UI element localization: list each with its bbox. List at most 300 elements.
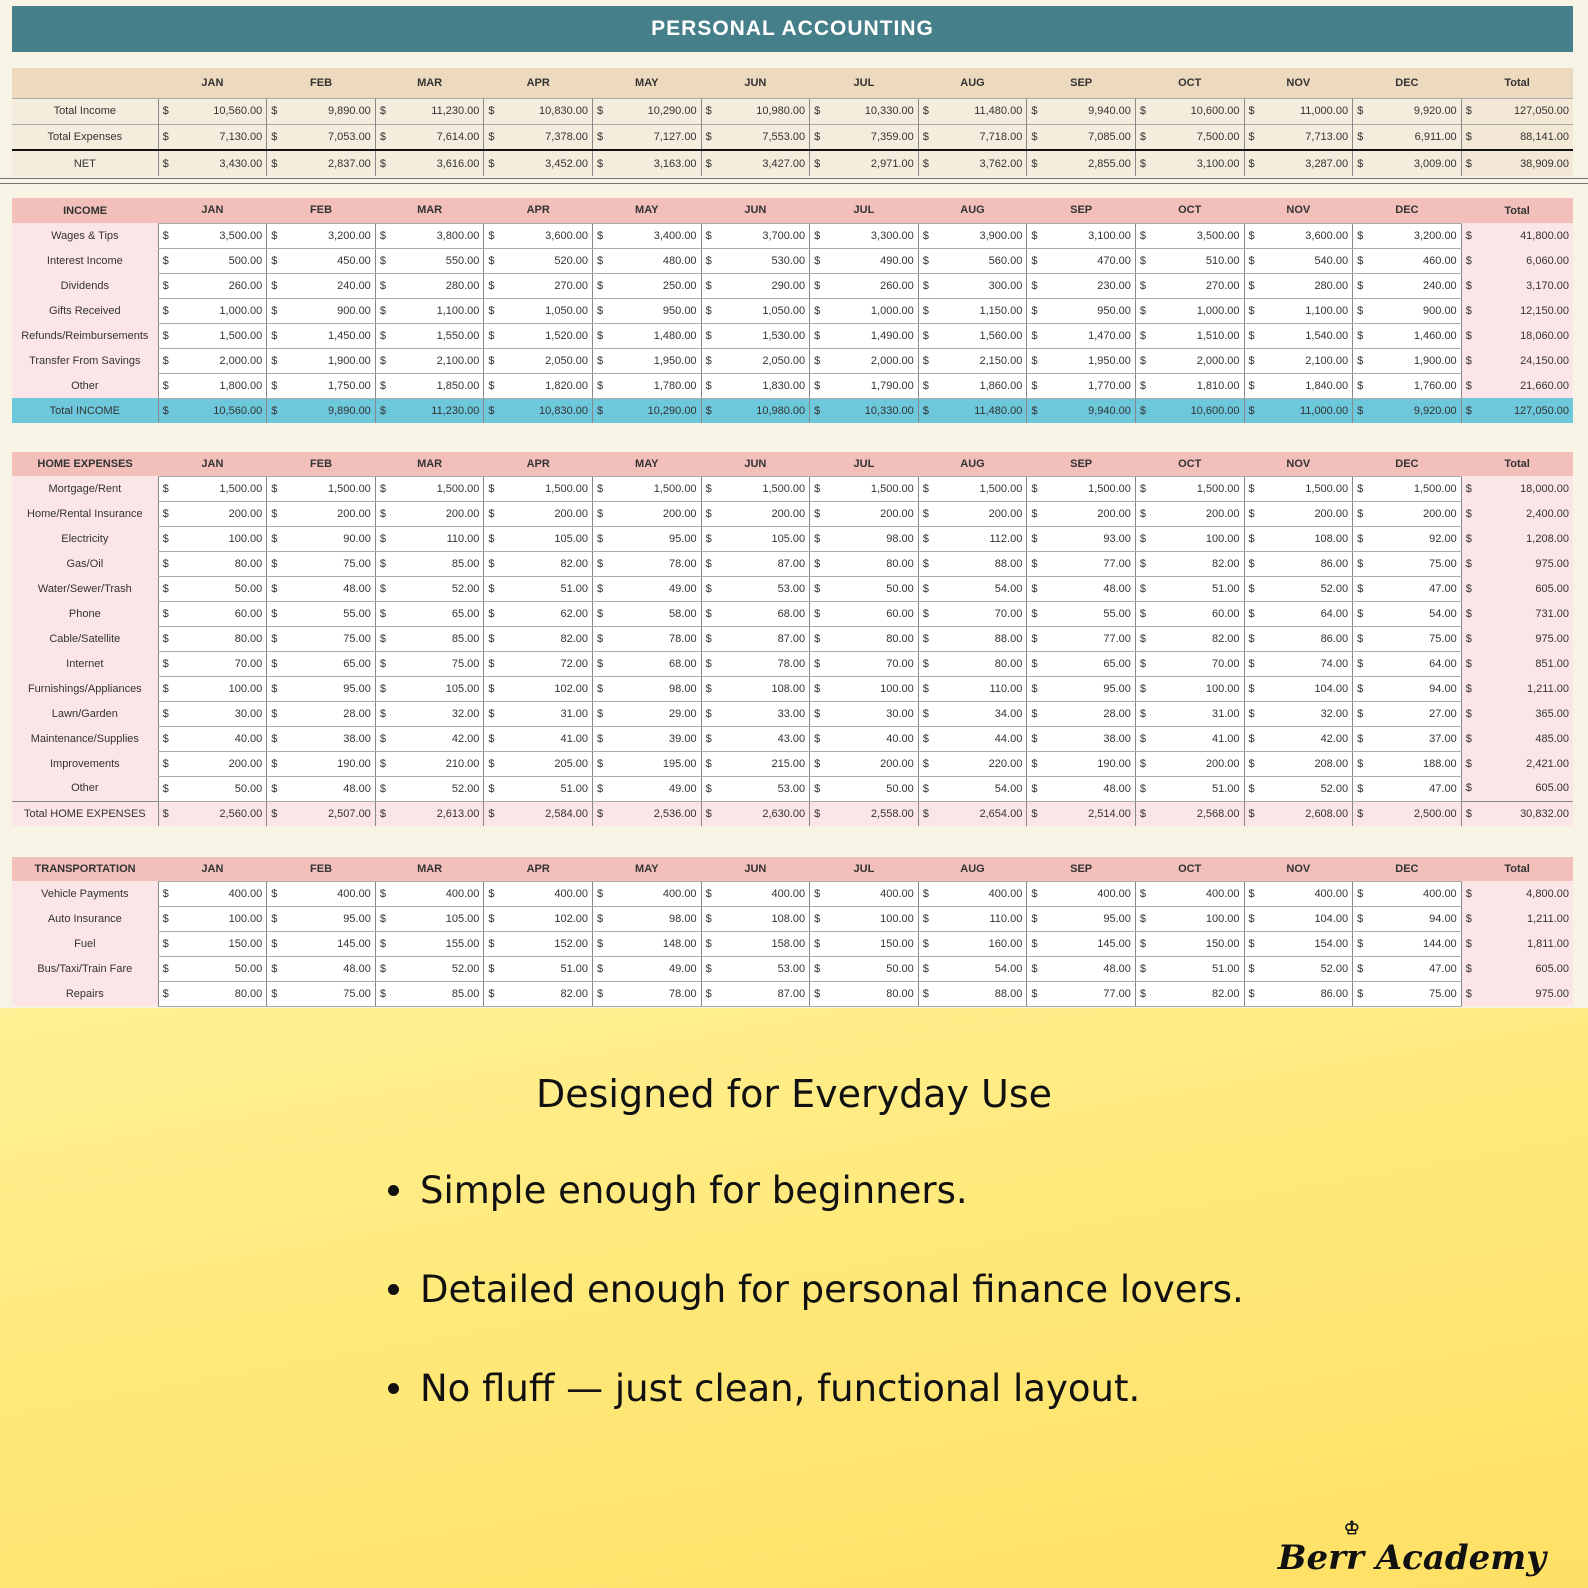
amount-cell[interactable]: 40.00 bbox=[176, 726, 266, 751]
amount-cell[interactable]: 68.00 bbox=[611, 651, 701, 676]
amount-cell[interactable]: 200.00 bbox=[1371, 501, 1461, 526]
amount-cell[interactable]: 50.00 bbox=[176, 956, 266, 981]
amount-cell[interactable]: 75.00 bbox=[285, 981, 375, 1006]
amount-cell[interactable]: 53.00 bbox=[719, 576, 809, 601]
amount-cell[interactable]: 290.00 bbox=[719, 273, 809, 298]
amount-cell[interactable]: 50.00 bbox=[176, 576, 266, 601]
amount-cell[interactable]: 49.00 bbox=[611, 776, 701, 801]
amount-cell[interactable]: 7,718.00 bbox=[937, 124, 1027, 150]
amount-cell[interactable]: 3,100.00 bbox=[1154, 150, 1244, 176]
amount-cell[interactable]: 1,900.00 bbox=[285, 348, 375, 373]
amount-cell[interactable]: 2,855.00 bbox=[1045, 150, 1135, 176]
amount-cell[interactable]: 190.00 bbox=[1045, 751, 1135, 776]
amount-cell[interactable]: 1,450.00 bbox=[285, 323, 375, 348]
amount-cell[interactable]: 1,850.00 bbox=[394, 373, 484, 398]
amount-cell[interactable]: 95.00 bbox=[1045, 676, 1135, 701]
amount-cell[interactable]: 10,330.00 bbox=[828, 398, 918, 423]
amount-cell[interactable]: 1,460.00 bbox=[1371, 323, 1461, 348]
amount-cell[interactable]: 94.00 bbox=[1371, 906, 1461, 931]
amount-cell[interactable]: 900.00 bbox=[1371, 298, 1461, 323]
amount-cell[interactable]: 2,608.00 bbox=[1262, 801, 1352, 826]
amount-cell[interactable]: 2,500.00 bbox=[1371, 801, 1461, 826]
amount-cell[interactable]: 1,500.00 bbox=[285, 476, 375, 501]
amount-cell[interactable]: 87.00 bbox=[719, 626, 809, 651]
amount-cell[interactable]: 7,500.00 bbox=[1154, 124, 1244, 150]
amount-cell[interactable]: 400.00 bbox=[176, 881, 266, 906]
amount-cell[interactable]: 2,630.00 bbox=[719, 801, 809, 826]
amount-cell[interactable]: 2,100.00 bbox=[394, 348, 484, 373]
amount-cell[interactable]: 160.00 bbox=[937, 931, 1027, 956]
amount-cell[interactable]: 530.00 bbox=[719, 248, 809, 273]
amount-cell[interactable]: 2,050.00 bbox=[502, 348, 592, 373]
amount-cell[interactable]: 62.00 bbox=[502, 601, 592, 626]
amount-cell[interactable]: 38.00 bbox=[285, 726, 375, 751]
amount-cell[interactable]: 280.00 bbox=[1262, 273, 1352, 298]
amount-cell[interactable]: 220.00 bbox=[937, 751, 1027, 776]
amount-cell[interactable]: 80.00 bbox=[937, 651, 1027, 676]
amount-cell[interactable]: 49.00 bbox=[611, 956, 701, 981]
amount-cell[interactable]: 2,971.00 bbox=[828, 150, 918, 176]
amount-cell[interactable]: 90.00 bbox=[285, 526, 375, 551]
amount-cell[interactable]: 480.00 bbox=[611, 248, 701, 273]
amount-cell[interactable]: 30.00 bbox=[176, 701, 266, 726]
amount-cell[interactable]: 1,000.00 bbox=[1154, 298, 1244, 323]
amount-cell[interactable]: 82.00 bbox=[502, 551, 592, 576]
amount-cell[interactable]: 200.00 bbox=[719, 501, 809, 526]
amount-cell[interactable]: 1,100.00 bbox=[1262, 298, 1352, 323]
amount-cell[interactable]: 32.00 bbox=[394, 701, 484, 726]
amount-cell[interactable]: 53.00 bbox=[719, 776, 809, 801]
amount-cell[interactable]: 2,100.00 bbox=[1262, 348, 1352, 373]
amount-cell[interactable]: 93.00 bbox=[1045, 526, 1135, 551]
amount-cell[interactable]: 86.00 bbox=[1262, 551, 1352, 576]
amount-cell[interactable]: 7,553.00 bbox=[719, 124, 809, 150]
amount-cell[interactable]: 78.00 bbox=[719, 651, 809, 676]
amount-cell[interactable]: 1,750.00 bbox=[285, 373, 375, 398]
amount-cell[interactable]: 85.00 bbox=[394, 551, 484, 576]
amount-cell[interactable]: 95.00 bbox=[611, 526, 701, 551]
amount-cell[interactable]: 60.00 bbox=[176, 601, 266, 626]
amount-cell[interactable]: 200.00 bbox=[828, 501, 918, 526]
amount-cell[interactable]: 200.00 bbox=[176, 501, 266, 526]
amount-cell[interactable]: 9,890.00 bbox=[285, 398, 375, 423]
amount-cell[interactable]: 270.00 bbox=[1154, 273, 1244, 298]
amount-cell[interactable]: 11,230.00 bbox=[394, 98, 484, 124]
amount-cell[interactable]: 105.00 bbox=[502, 526, 592, 551]
amount-cell[interactable]: 51.00 bbox=[1154, 956, 1244, 981]
amount-cell[interactable]: 1,860.00 bbox=[937, 373, 1027, 398]
amount-cell[interactable]: 3,430.00 bbox=[176, 150, 266, 176]
amount-cell[interactable]: 950.00 bbox=[1045, 298, 1135, 323]
amount-cell[interactable]: 11,480.00 bbox=[937, 98, 1027, 124]
amount-cell[interactable]: 70.00 bbox=[828, 651, 918, 676]
amount-cell[interactable]: 1,500.00 bbox=[719, 476, 809, 501]
amount-cell[interactable]: 1,500.00 bbox=[176, 476, 266, 501]
amount-cell[interactable]: 47.00 bbox=[1371, 776, 1461, 801]
amount-cell[interactable]: 41.00 bbox=[502, 726, 592, 751]
amount-cell[interactable]: 3,500.00 bbox=[1154, 223, 1244, 248]
amount-cell[interactable]: 1,480.00 bbox=[611, 323, 701, 348]
amount-cell[interactable]: 7,085.00 bbox=[1045, 124, 1135, 150]
amount-cell[interactable]: 500.00 bbox=[176, 248, 266, 273]
amount-cell[interactable]: 48.00 bbox=[285, 956, 375, 981]
amount-cell[interactable]: 1,100.00 bbox=[394, 298, 484, 323]
amount-cell[interactable]: 2,536.00 bbox=[611, 801, 701, 826]
amount-cell[interactable]: 2,050.00 bbox=[719, 348, 809, 373]
amount-cell[interactable]: 48.00 bbox=[285, 576, 375, 601]
amount-cell[interactable]: 52.00 bbox=[1262, 576, 1352, 601]
amount-cell[interactable]: 87.00 bbox=[719, 981, 809, 1006]
amount-cell[interactable]: 1,900.00 bbox=[1371, 348, 1461, 373]
amount-cell[interactable]: 52.00 bbox=[394, 576, 484, 601]
amount-cell[interactable]: 1,830.00 bbox=[719, 373, 809, 398]
amount-cell[interactable]: 1,520.00 bbox=[502, 323, 592, 348]
amount-cell[interactable]: 1,500.00 bbox=[502, 476, 592, 501]
amount-cell[interactable]: 1,500.00 bbox=[1371, 476, 1461, 501]
amount-cell[interactable]: 53.00 bbox=[719, 956, 809, 981]
amount-cell[interactable]: 48.00 bbox=[1045, 576, 1135, 601]
amount-cell[interactable]: 200.00 bbox=[937, 501, 1027, 526]
amount-cell[interactable]: 51.00 bbox=[502, 776, 592, 801]
amount-cell[interactable]: 100.00 bbox=[1154, 526, 1244, 551]
amount-cell[interactable]: 65.00 bbox=[394, 601, 484, 626]
amount-cell[interactable]: 105.00 bbox=[394, 676, 484, 701]
amount-cell[interactable]: 400.00 bbox=[611, 881, 701, 906]
amount-cell[interactable]: 10,330.00 bbox=[828, 98, 918, 124]
amount-cell[interactable]: 1,490.00 bbox=[828, 323, 918, 348]
amount-cell[interactable]: 3,163.00 bbox=[611, 150, 701, 176]
amount-cell[interactable]: 7,713.00 bbox=[1262, 124, 1352, 150]
amount-cell[interactable]: 3,600.00 bbox=[502, 223, 592, 248]
amount-cell[interactable]: 51.00 bbox=[1154, 776, 1244, 801]
amount-cell[interactable]: 260.00 bbox=[176, 273, 266, 298]
amount-cell[interactable]: 1,550.00 bbox=[394, 323, 484, 348]
amount-cell[interactable]: 3,287.00 bbox=[1262, 150, 1352, 176]
amount-cell[interactable]: 50.00 bbox=[828, 776, 918, 801]
amount-cell[interactable]: 400.00 bbox=[1262, 881, 1352, 906]
amount-cell[interactable]: 70.00 bbox=[1154, 651, 1244, 676]
amount-cell[interactable]: 1,000.00 bbox=[176, 298, 266, 323]
amount-cell[interactable]: 78.00 bbox=[611, 551, 701, 576]
amount-cell[interactable]: 200.00 bbox=[394, 501, 484, 526]
amount-cell[interactable]: 100.00 bbox=[176, 906, 266, 931]
amount-cell[interactable]: 2,150.00 bbox=[937, 348, 1027, 373]
amount-cell[interactable]: 3,300.00 bbox=[828, 223, 918, 248]
amount-cell[interactable]: 250.00 bbox=[611, 273, 701, 298]
amount-cell[interactable]: 80.00 bbox=[828, 981, 918, 1006]
amount-cell[interactable]: 65.00 bbox=[1045, 651, 1135, 676]
amount-cell[interactable]: 94.00 bbox=[1371, 676, 1461, 701]
amount-cell[interactable]: 400.00 bbox=[394, 881, 484, 906]
amount-cell[interactable]: 95.00 bbox=[1045, 906, 1135, 931]
amount-cell[interactable]: 1,150.00 bbox=[937, 298, 1027, 323]
amount-cell[interactable]: 7,614.00 bbox=[394, 124, 484, 150]
amount-cell[interactable]: 75.00 bbox=[1371, 551, 1461, 576]
amount-cell[interactable]: 10,600.00 bbox=[1154, 398, 1244, 423]
amount-cell[interactable]: 88.00 bbox=[937, 981, 1027, 1006]
amount-cell[interactable]: 9,940.00 bbox=[1045, 398, 1135, 423]
amount-cell[interactable]: 51.00 bbox=[502, 576, 592, 601]
amount-cell[interactable]: 490.00 bbox=[828, 248, 918, 273]
amount-cell[interactable]: 240.00 bbox=[285, 273, 375, 298]
amount-cell[interactable]: 80.00 bbox=[176, 981, 266, 1006]
amount-cell[interactable]: 68.00 bbox=[719, 601, 809, 626]
amount-cell[interactable]: 1,500.00 bbox=[937, 476, 1027, 501]
amount-cell[interactable]: 54.00 bbox=[1371, 601, 1461, 626]
amount-cell[interactable]: 3,500.00 bbox=[176, 223, 266, 248]
amount-cell[interactable]: 400.00 bbox=[285, 881, 375, 906]
amount-cell[interactable]: 7,127.00 bbox=[611, 124, 701, 150]
amount-cell[interactable]: 100.00 bbox=[176, 676, 266, 701]
amount-cell[interactable]: 100.00 bbox=[1154, 906, 1244, 931]
amount-cell[interactable]: 11,000.00 bbox=[1262, 398, 1352, 423]
amount-cell[interactable]: 95.00 bbox=[285, 906, 375, 931]
amount-cell[interactable]: 75.00 bbox=[1371, 981, 1461, 1006]
amount-cell[interactable]: 47.00 bbox=[1371, 576, 1461, 601]
amount-cell[interactable]: 240.00 bbox=[1371, 273, 1461, 298]
amount-cell[interactable]: 10,560.00 bbox=[176, 398, 266, 423]
amount-cell[interactable]: 400.00 bbox=[1154, 881, 1244, 906]
amount-cell[interactable]: 78.00 bbox=[611, 981, 701, 1006]
amount-cell[interactable]: 400.00 bbox=[719, 881, 809, 906]
amount-cell[interactable]: 34.00 bbox=[937, 701, 1027, 726]
amount-cell[interactable]: 9,940.00 bbox=[1045, 98, 1135, 124]
amount-cell[interactable]: 48.00 bbox=[1045, 956, 1135, 981]
amount-cell[interactable]: 82.00 bbox=[1154, 626, 1244, 651]
amount-cell[interactable]: 42.00 bbox=[394, 726, 484, 751]
amount-cell[interactable]: 1,820.00 bbox=[502, 373, 592, 398]
amount-cell[interactable]: 10,830.00 bbox=[502, 398, 592, 423]
amount-cell[interactable]: 28.00 bbox=[1045, 701, 1135, 726]
amount-cell[interactable]: 33.00 bbox=[719, 701, 809, 726]
amount-cell[interactable]: 37.00 bbox=[1371, 726, 1461, 751]
amount-cell[interactable]: 470.00 bbox=[1045, 248, 1135, 273]
amount-cell[interactable]: 520.00 bbox=[502, 248, 592, 273]
amount-cell[interactable]: 6,911.00 bbox=[1371, 124, 1461, 150]
amount-cell[interactable]: 60.00 bbox=[1154, 601, 1244, 626]
amount-cell[interactable]: 900.00 bbox=[285, 298, 375, 323]
amount-cell[interactable]: 1,810.00 bbox=[1154, 373, 1244, 398]
amount-cell[interactable]: 260.00 bbox=[828, 273, 918, 298]
amount-cell[interactable]: 200.00 bbox=[502, 501, 592, 526]
amount-cell[interactable]: 150.00 bbox=[176, 931, 266, 956]
amount-cell[interactable]: 88.00 bbox=[937, 551, 1027, 576]
amount-cell[interactable]: 460.00 bbox=[1371, 248, 1461, 273]
amount-cell[interactable]: 145.00 bbox=[285, 931, 375, 956]
amount-cell[interactable]: 98.00 bbox=[611, 906, 701, 931]
amount-cell[interactable]: 9,920.00 bbox=[1371, 398, 1461, 423]
amount-cell[interactable]: 510.00 bbox=[1154, 248, 1244, 273]
amount-cell[interactable]: 3,616.00 bbox=[394, 150, 484, 176]
amount-cell[interactable]: 82.00 bbox=[1154, 981, 1244, 1006]
amount-cell[interactable]: 200.00 bbox=[176, 751, 266, 776]
amount-cell[interactable]: 108.00 bbox=[719, 906, 809, 931]
amount-cell[interactable]: 54.00 bbox=[937, 776, 1027, 801]
amount-cell[interactable]: 200.00 bbox=[285, 501, 375, 526]
amount-cell[interactable]: 100.00 bbox=[828, 906, 918, 931]
amount-cell[interactable]: 98.00 bbox=[611, 676, 701, 701]
amount-cell[interactable]: 7,053.00 bbox=[285, 124, 375, 150]
amount-cell[interactable]: 55.00 bbox=[285, 601, 375, 626]
amount-cell[interactable]: 2,000.00 bbox=[1154, 348, 1244, 373]
amount-cell[interactable]: 82.00 bbox=[1154, 551, 1244, 576]
amount-cell[interactable]: 1,950.00 bbox=[1045, 348, 1135, 373]
amount-cell[interactable]: 54.00 bbox=[937, 576, 1027, 601]
amount-cell[interactable]: 100.00 bbox=[176, 526, 266, 551]
amount-cell[interactable]: 42.00 bbox=[1262, 726, 1352, 751]
amount-cell[interactable]: 3,762.00 bbox=[937, 150, 1027, 176]
amount-cell[interactable]: 1,790.00 bbox=[828, 373, 918, 398]
amount-cell[interactable]: 72.00 bbox=[502, 651, 592, 676]
amount-cell[interactable]: 65.00 bbox=[285, 651, 375, 676]
amount-cell[interactable]: 215.00 bbox=[719, 751, 809, 776]
amount-cell[interactable]: 450.00 bbox=[285, 248, 375, 273]
amount-cell[interactable]: 2,584.00 bbox=[502, 801, 592, 826]
amount-cell[interactable]: 39.00 bbox=[611, 726, 701, 751]
amount-cell[interactable]: 44.00 bbox=[937, 726, 1027, 751]
amount-cell[interactable]: 50.00 bbox=[828, 956, 918, 981]
amount-cell[interactable]: 1,500.00 bbox=[1262, 476, 1352, 501]
amount-cell[interactable]: 3,400.00 bbox=[611, 223, 701, 248]
amount-cell[interactable]: 7,359.00 bbox=[828, 124, 918, 150]
amount-cell[interactable]: 102.00 bbox=[502, 906, 592, 931]
amount-cell[interactable]: 80.00 bbox=[828, 551, 918, 576]
amount-cell[interactable]: 188.00 bbox=[1371, 751, 1461, 776]
amount-cell[interactable]: 85.00 bbox=[394, 626, 484, 651]
amount-cell[interactable]: 11,230.00 bbox=[394, 398, 484, 423]
amount-cell[interactable]: 1,500.00 bbox=[394, 476, 484, 501]
amount-cell[interactable]: 48.00 bbox=[285, 776, 375, 801]
amount-cell[interactable]: 60.00 bbox=[828, 601, 918, 626]
amount-cell[interactable]: 540.00 bbox=[1262, 248, 1352, 273]
amount-cell[interactable]: 80.00 bbox=[176, 551, 266, 576]
amount-cell[interactable]: 85.00 bbox=[394, 981, 484, 1006]
amount-cell[interactable]: 82.00 bbox=[502, 981, 592, 1006]
amount-cell[interactable]: 9,920.00 bbox=[1371, 98, 1461, 124]
amount-cell[interactable]: 80.00 bbox=[828, 626, 918, 651]
amount-cell[interactable]: 110.00 bbox=[937, 676, 1027, 701]
amount-cell[interactable]: 50.00 bbox=[176, 776, 266, 801]
amount-cell[interactable]: 108.00 bbox=[719, 676, 809, 701]
amount-cell[interactable]: 75.00 bbox=[1371, 626, 1461, 651]
amount-cell[interactable]: 7,130.00 bbox=[176, 124, 266, 150]
amount-cell[interactable]: 1,500.00 bbox=[176, 323, 266, 348]
amount-cell[interactable]: 400.00 bbox=[1045, 881, 1135, 906]
amount-cell[interactable]: 210.00 bbox=[394, 751, 484, 776]
amount-cell[interactable]: 3,200.00 bbox=[285, 223, 375, 248]
amount-cell[interactable]: 47.00 bbox=[1371, 956, 1461, 981]
amount-cell[interactable]: 2,560.00 bbox=[176, 801, 266, 826]
amount-cell[interactable]: 77.00 bbox=[1045, 551, 1135, 576]
amount-cell[interactable]: 86.00 bbox=[1262, 626, 1352, 651]
amount-cell[interactable]: 105.00 bbox=[719, 526, 809, 551]
amount-cell[interactable]: 98.00 bbox=[828, 526, 918, 551]
amount-cell[interactable]: 29.00 bbox=[611, 701, 701, 726]
amount-cell[interactable]: 1,050.00 bbox=[502, 298, 592, 323]
amount-cell[interactable]: 3,600.00 bbox=[1262, 223, 1352, 248]
amount-cell[interactable]: 400.00 bbox=[828, 881, 918, 906]
amount-cell[interactable]: 10,600.00 bbox=[1154, 98, 1244, 124]
amount-cell[interactable]: 75.00 bbox=[285, 626, 375, 651]
amount-cell[interactable]: 10,290.00 bbox=[611, 398, 701, 423]
amount-cell[interactable]: 1,540.00 bbox=[1262, 323, 1352, 348]
amount-cell[interactable]: 110.00 bbox=[394, 526, 484, 551]
amount-cell[interactable]: 3,900.00 bbox=[937, 223, 1027, 248]
amount-cell[interactable]: 550.00 bbox=[394, 248, 484, 273]
amount-cell[interactable]: 11,480.00 bbox=[937, 398, 1027, 423]
amount-cell[interactable]: 200.00 bbox=[1262, 501, 1352, 526]
amount-cell[interactable]: 2,613.00 bbox=[394, 801, 484, 826]
amount-cell[interactable]: 78.00 bbox=[611, 626, 701, 651]
amount-cell[interactable]: 51.00 bbox=[502, 956, 592, 981]
amount-cell[interactable]: 154.00 bbox=[1262, 931, 1352, 956]
amount-cell[interactable]: 3,200.00 bbox=[1371, 223, 1461, 248]
amount-cell[interactable]: 150.00 bbox=[828, 931, 918, 956]
amount-cell[interactable]: 3,700.00 bbox=[719, 223, 809, 248]
amount-cell[interactable]: 41.00 bbox=[1154, 726, 1244, 751]
amount-cell[interactable]: 1,560.00 bbox=[937, 323, 1027, 348]
amount-cell[interactable]: 200.00 bbox=[1045, 501, 1135, 526]
amount-cell[interactable]: 2,000.00 bbox=[176, 348, 266, 373]
amount-cell[interactable]: 230.00 bbox=[1045, 273, 1135, 298]
amount-cell[interactable]: 200.00 bbox=[1154, 751, 1244, 776]
amount-cell[interactable]: 200.00 bbox=[1154, 501, 1244, 526]
amount-cell[interactable]: 200.00 bbox=[828, 751, 918, 776]
amount-cell[interactable]: 43.00 bbox=[719, 726, 809, 751]
amount-cell[interactable]: 95.00 bbox=[285, 676, 375, 701]
amount-cell[interactable]: 64.00 bbox=[1262, 601, 1352, 626]
amount-cell[interactable]: 52.00 bbox=[394, 956, 484, 981]
amount-cell[interactable]: 10,980.00 bbox=[719, 98, 809, 124]
amount-cell[interactable]: 1,500.00 bbox=[611, 476, 701, 501]
amount-cell[interactable]: 102.00 bbox=[502, 676, 592, 701]
amount-cell[interactable]: 92.00 bbox=[1371, 526, 1461, 551]
amount-cell[interactable]: 75.00 bbox=[285, 551, 375, 576]
amount-cell[interactable]: 52.00 bbox=[1262, 776, 1352, 801]
amount-cell[interactable]: 104.00 bbox=[1262, 906, 1352, 931]
amount-cell[interactable]: 74.00 bbox=[1262, 651, 1352, 676]
amount-cell[interactable]: 104.00 bbox=[1262, 676, 1352, 701]
amount-cell[interactable]: 2,654.00 bbox=[937, 801, 1027, 826]
amount-cell[interactable]: 30.00 bbox=[828, 701, 918, 726]
amount-cell[interactable]: 950.00 bbox=[611, 298, 701, 323]
amount-cell[interactable]: 208.00 bbox=[1262, 751, 1352, 776]
amount-cell[interactable]: 400.00 bbox=[502, 881, 592, 906]
amount-cell[interactable]: 9,890.00 bbox=[285, 98, 375, 124]
amount-cell[interactable]: 2,514.00 bbox=[1045, 801, 1135, 826]
amount-cell[interactable]: 108.00 bbox=[1262, 526, 1352, 551]
amount-cell[interactable]: 2,837.00 bbox=[285, 150, 375, 176]
amount-cell[interactable]: 10,560.00 bbox=[176, 98, 266, 124]
amount-cell[interactable]: 150.00 bbox=[1154, 931, 1244, 956]
amount-cell[interactable]: 2,000.00 bbox=[828, 348, 918, 373]
amount-cell[interactable]: 1,760.00 bbox=[1371, 373, 1461, 398]
amount-cell[interactable]: 190.00 bbox=[285, 751, 375, 776]
amount-cell[interactable]: 77.00 bbox=[1045, 626, 1135, 651]
amount-cell[interactable]: 31.00 bbox=[1154, 701, 1244, 726]
amount-cell[interactable]: 10,290.00 bbox=[611, 98, 701, 124]
amount-cell[interactable]: 10,830.00 bbox=[502, 98, 592, 124]
amount-cell[interactable]: 1,500.00 bbox=[1154, 476, 1244, 501]
amount-cell[interactable]: 50.00 bbox=[828, 576, 918, 601]
amount-cell[interactable]: 1,950.00 bbox=[611, 348, 701, 373]
amount-cell[interactable]: 155.00 bbox=[394, 931, 484, 956]
amount-cell[interactable]: 3,800.00 bbox=[394, 223, 484, 248]
amount-cell[interactable]: 280.00 bbox=[394, 273, 484, 298]
amount-cell[interactable]: 1,050.00 bbox=[719, 298, 809, 323]
amount-cell[interactable]: 3,452.00 bbox=[502, 150, 592, 176]
amount-cell[interactable]: 55.00 bbox=[1045, 601, 1135, 626]
